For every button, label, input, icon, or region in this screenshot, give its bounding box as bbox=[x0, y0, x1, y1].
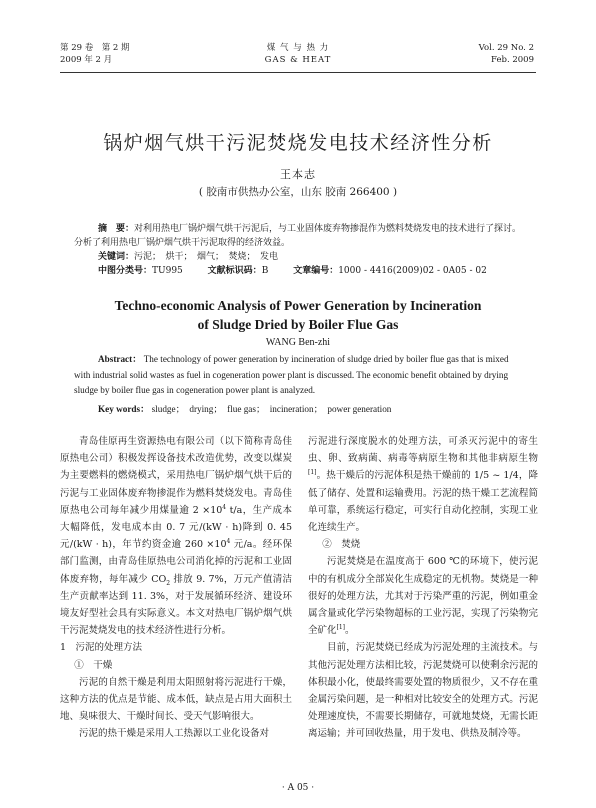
citation-ref: [1] bbox=[336, 624, 346, 632]
publication-date-en: Feb. 2009 bbox=[491, 55, 534, 65]
intro-paragraph bbox=[60, 433, 292, 639]
keywords-cn-label: 关键词： bbox=[98, 252, 135, 262]
incineration-text-2: 。 bbox=[345, 625, 355, 637]
abstract-en bbox=[74, 352, 524, 399]
volume-issue-label: 第 29 卷 第 2 期 bbox=[60, 43, 130, 53]
heat-drying-text-1: 污泥进行深度脱水的处理方法，可杀灭污泥中的寄生虫、卵、致病菌、病毒等病原生物和其他非病原生物 bbox=[308, 436, 538, 465]
abstract-en-label: Abstract： bbox=[98, 354, 142, 364]
abstract-cn-label: 摘 要： bbox=[98, 224, 135, 234]
exponent: 4 bbox=[226, 538, 231, 546]
intro-text-4: 排放 9. 7%，万元产值清洁生产贡献率达到 11. 3%，对于发展循环经济、建设环境友好型社会具有实际意义。本文对热电厂锅炉烟气烘干污泥焚烧发电的技术经济性进行分析。 bbox=[60, 573, 293, 637]
journal-volume-en bbox=[479, 42, 534, 66]
paragraph-incineration bbox=[308, 553, 538, 639]
article-title-en bbox=[0, 296, 596, 334]
article-title-cn: 锅炉烟气烘干污泥焚烧发电技术经济性分析 bbox=[103, 132, 493, 154]
incineration-text-1: 污泥焚烧是在温度高于 600 ℃的环境下，使污泥中的有机成分全部炭化生成稳定的无机物。焚烧是一种很好的处理方法，尤其对于污染严重的污泥，例如重金属含量或化学污染物超标的工业污泥，实现了污染物完全矿化 bbox=[308, 556, 538, 637]
doc-code-label: 文献标识码： bbox=[207, 266, 262, 276]
header-divider bbox=[60, 72, 536, 73]
article-no-value: 1000 - 4416(2009)02 - 0A05 - 02 bbox=[338, 266, 487, 276]
subscript: 2 bbox=[166, 579, 171, 587]
doc-code-value: B bbox=[261, 266, 269, 276]
intro-text-2: t/a，生产成本大幅降低，发电成本由 0. 7 元/(kW · h)降到 0. 45 元/(kW · h)，年节约资金逾 260 ×10 bbox=[60, 504, 292, 551]
keywords-en-label: Key words： bbox=[98, 404, 150, 414]
citation-ref: [1] bbox=[308, 469, 317, 477]
abstract-cn bbox=[74, 222, 524, 250]
author-en: WANG Ben-zhi bbox=[265, 337, 331, 348]
classification-line bbox=[74, 264, 524, 278]
body-column-left bbox=[60, 433, 292, 743]
abstract-cn-block bbox=[74, 222, 524, 278]
paragraph-natural-drying: 污泥的自然干燥是利用太阳照射将污泥进行干燥，这种方法的优点是节能、成本低，缺点是占用大面积土地、臭味很大、干燥时间长、受天气影响很大。 bbox=[60, 676, 292, 723]
page-number: · A 05 · bbox=[281, 783, 315, 793]
article-title-en-line1: Techno-economic Analysis of Power Generation by Incineration bbox=[114, 298, 482, 313]
volume-issue-en: Vol. 29 No. 2 bbox=[478, 43, 534, 53]
section-heading-1: 1 污泥的处理方法 bbox=[60, 642, 143, 654]
article-no-label: 文章编号： bbox=[293, 266, 339, 276]
abstract-cn-text: 对利用热电厂锅炉烟气烘干污泥后，与工业固体废弃物掺混作为燃料焚烧发电的技术进行了探讨。分析了利用热电厂锅炉烟气烘干污泥取得的经济效益。 bbox=[74, 224, 522, 248]
exponent: 4 bbox=[222, 503, 227, 511]
paragraph-mainstream: 目前，污泥焚烧已经成为污泥处理的主流技术。与其他污泥处理方法相比较，污泥焚烧可以使剩余污泥的体积最小化，使最终需要处置的物质很少，又不存在重金属污染问题，是一种相对比较安全的处理方式。污泥处理速度快，不需要长期储存，可就地焚烧，无需长距离运输；并可回收热量，用于发电、供热及制冷等。 bbox=[308, 642, 538, 740]
keywords-en bbox=[98, 401, 391, 415]
heat-drying-text-2: 。热干燥后的污泥体积是热干燥前的 1/5 ~ 1/4，降低了储存、处置和运输费用。污泥的热干燥工艺流程简单可靠，系统运行稳定，可实行自动化控制，实现工业化连续生产。 bbox=[308, 470, 538, 534]
clc-value: TU995 bbox=[152, 266, 183, 276]
journal-name-cn: 煤 气 与 热 力 bbox=[266, 43, 330, 53]
article-title-en-line2: of Sludge Dried by Boiler Flue Gas bbox=[197, 317, 399, 332]
author-cn: 王本志 bbox=[280, 168, 316, 181]
journal-name-en: GAS & HEAT bbox=[264, 55, 332, 65]
abstract-en-text: The technology of power generation by incineration of sludge dried by boiler flue gas that is mixed with industrial solid wastes as fuel in cogeneration power plant is discussed. The economic benefit obtained by drying sludge by boiler flue gas in cogeneration power plant is analyzed. bbox=[74, 354, 509, 395]
paragraph-heat-drying-cont bbox=[308, 433, 538, 536]
subsection-drying: ① 干燥 bbox=[74, 659, 113, 671]
clc-label: 中图分类号： bbox=[98, 266, 153, 276]
intro-text-1: 青岛佳原再生资源热电有限公司（以下简称青岛佳原热电公司）积极发挥设备技术改造优势，改变以煤炭为主要燃料的燃烧模式，采用热电厂锅炉烟气烘干后的污泥与工业固体废弃物掺混作为燃料焚烧发电。青岛佳原热电公司每年减少用煤量逾 2 ×10 bbox=[60, 436, 292, 516]
keywords-en-text: sludge； drying； flue gas； incineration； power generation bbox=[151, 404, 392, 414]
affiliation-cn: ( 胶南市供热办公室，山东 胶南 266400 ) bbox=[198, 186, 398, 198]
paragraph-heat-drying-start: 污泥的热干燥是采用人工热源以工业化设备对 bbox=[79, 728, 270, 740]
keywords-cn bbox=[74, 250, 524, 264]
body-column-right bbox=[308, 433, 538, 743]
keywords-cn-text: 污泥； 烘干； 烟气； 焚烧； 发电 bbox=[134, 252, 279, 262]
intro-text-3: 元/a。经环保部门监测，由青岛佳原热电公司消化掉的污泥和工业固体废弃物，每年减少 CO bbox=[60, 539, 292, 585]
publication-date: 2009 年 2 月 bbox=[60, 55, 113, 65]
subsection-incineration: ② 焚烧 bbox=[322, 539, 361, 551]
